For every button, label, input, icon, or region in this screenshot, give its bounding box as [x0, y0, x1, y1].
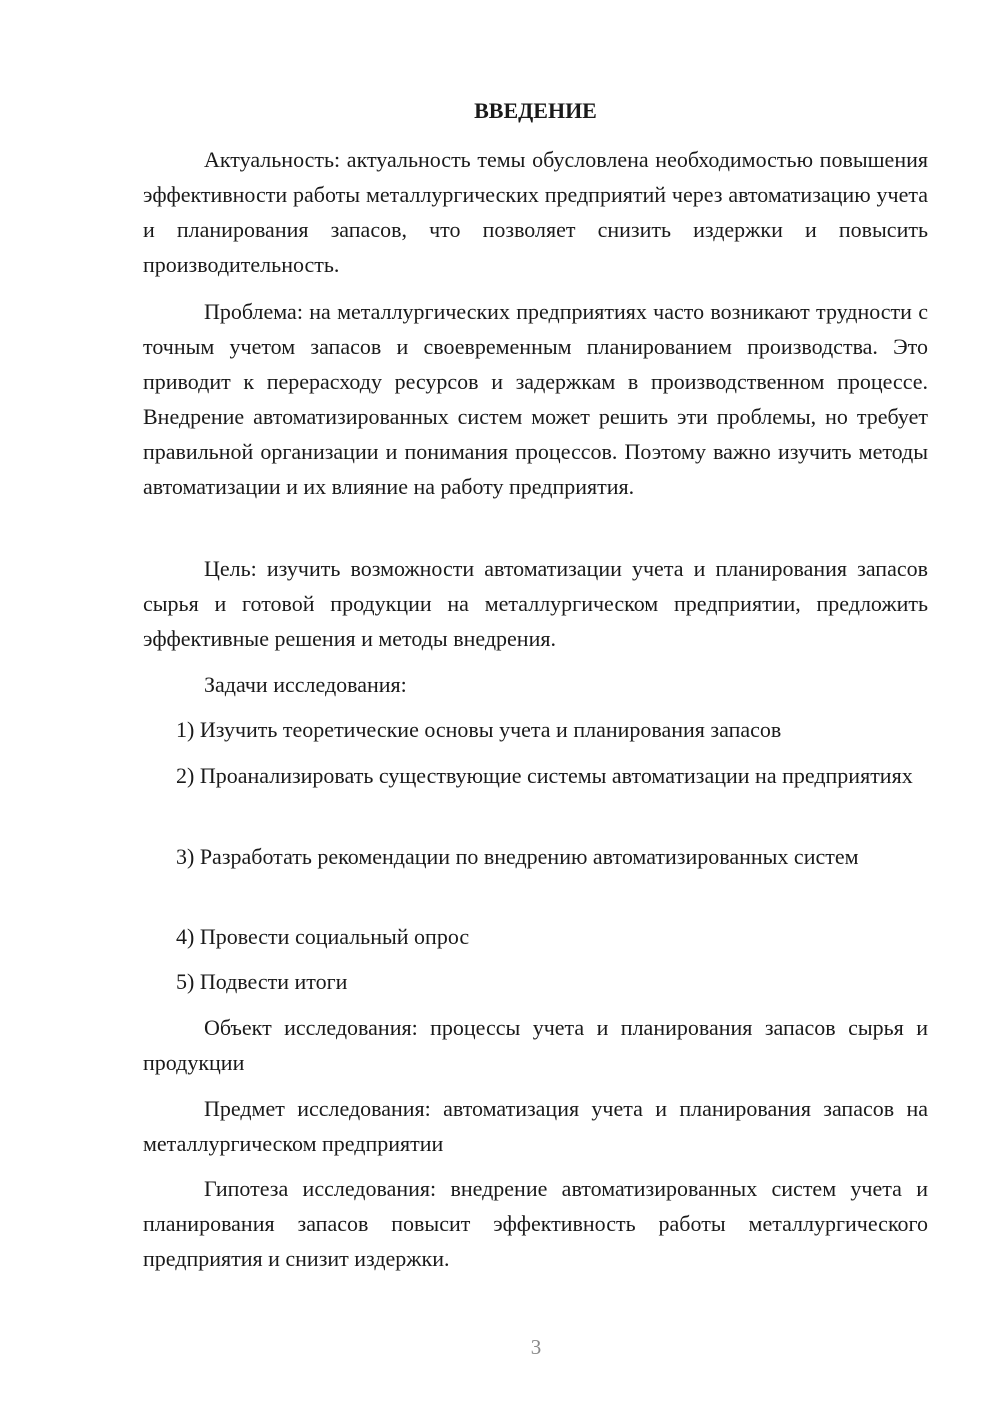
section-heading: ВВЕДЕНИЕ [474, 98, 597, 123]
paragraph-goal: Цель: изучить возможности автоматизации учета и планирования запасов сырья и готовой продукции на металлургическом предприятии, предложить эффективные решения и методы внедрения. [143, 556, 928, 651]
page-number: 3 [530, 1335, 542, 1359]
task-item-2: 2) Проанализировать существующие системы автоматизации на предприятиях [176, 763, 913, 788]
paragraph-problem: Проблема: на металлургических предприятиях часто возникают трудности с точным учетом запасов и своевременным планированием производства. Это приводит к перерасходу ресурсов и задержкам в производственном процессе. Внедрение автоматизированных систем может решить эти проблемы, но требует правильной организации и понимания процессов. Поэтому важно изучить методы автоматизации и их влияние на работу предприятия. [143, 299, 928, 499]
paragraph-subject: Предмет исследования: автоматизация учета и планирования запасов на металлургическом предприятии [143, 1096, 928, 1156]
paragraph-tasks-intro: Задачи исследования: [204, 672, 407, 697]
task-item-3: 3) Разработать рекомендации по внедрению автоматизированных систем [176, 844, 859, 869]
task-item-4: 4) Провести социальный опрос [176, 924, 470, 949]
paragraph-object: Объект исследования: процессы учета и планирования запасов сырья и продукции [143, 1015, 928, 1075]
task-item-1: 1) Изучить теоретические основы учета и планирования запасов [176, 717, 782, 742]
paragraph-relevance: Актуальность: актуальность темы обусловлена необходимостью повышения эффективности работы металлургических предприятий через автоматизацию учета и планирования запасов, что позволяет снизить издержки и повысить производительность. [143, 147, 928, 277]
paragraph-hypothesis: Гипотеза исследования: внедрение автоматизированных систем учета и планирования запасов повысит эффективность работы металлургического предприятия и снизит издержки. [143, 1176, 928, 1271]
task-item-5: 5) Подвести итоги [176, 969, 348, 994]
